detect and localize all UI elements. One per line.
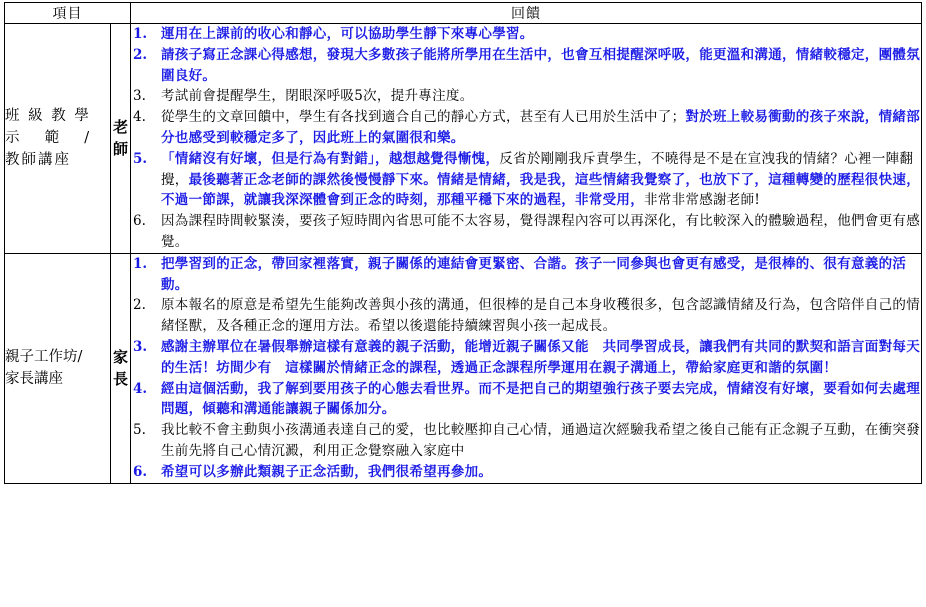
item-number: 4. — [133, 109, 146, 126]
item-text: 原本報名的原意是希望先生能夠改善與小孩的溝通，但很棒的是自己本身收穫很多，包含認識情緒及行為，包含陪伴自己的情緒怪獸，及各種正念的運用方法。希望以後還能持續練習與小孩一起成長。 — [161, 297, 920, 335]
section-teacher-row — [5, 24, 922, 254]
subject-char: 老 — [112, 118, 128, 137]
item-text-plain: 反省於剛剛我斥責學生，不曉得是不是在宣洩我的情緒？心裡一陣翻攪， — [161, 150, 914, 188]
item-number: 3. — [133, 88, 146, 105]
section-parent-row — [5, 253, 922, 483]
list-item — [131, 254, 921, 296]
list-item — [131, 379, 921, 421]
item-number: 1. — [133, 255, 148, 272]
header-item: 項目 — [5, 3, 131, 24]
item-text: 經由這個活動，我了解到要用孩子的心態去看世界。而不是把自己的期望強行孩子要去完成，情緒沒有好壞，要看如何去處理問題，傾聽和溝通能讓親子關係加分。 — [161, 380, 920, 418]
subject-char: 長 — [112, 370, 128, 389]
item-text — [161, 149, 921, 211]
list-item — [131, 462, 921, 483]
header-feedback: 回饋 — [131, 3, 922, 24]
item-text: 考試前會提醒學生，閉眼深呼吸5次，提升專注度。 — [161, 88, 474, 105]
item-text: 把學習到的正念，帶回家裡落實，親子關係的連結會更緊密、合諧。孩子一同參與也會更有感受，是很棒的、很有意義的活動。 — [161, 255, 907, 293]
list-item — [131, 211, 921, 253]
list-item — [131, 45, 921, 87]
subject-char: 師 — [112, 140, 128, 159]
item-text-highlight: 「情緒沒有好壞，但是行為有對錯」，越想越覺得慚愧， — [161, 150, 500, 167]
category-line: 家長講座 — [5, 371, 63, 388]
feedback-table — [4, 2, 922, 484]
item-number: 5. — [133, 422, 146, 439]
item-text: 我比較不會主動與小孩溝通表達自己的愛，也比較壓抑自己心情，通過這次經驗我希望之後自己能有正念親子互動，在衝突發生前先將自己心情沉澱，利用正念覺察融入家庭中 — [161, 422, 920, 459]
item-text: 請孩子寫正念課心得感想，發現大多數孩子能將所學用在生活中，也會互相提醒深呼吸，能更溫和溝通，情緒較穩定，團體氛圍良好。 — [161, 46, 920, 84]
list-item — [131, 107, 921, 149]
category-teacher — [5, 24, 111, 254]
item-text-plain: 非常非常感謝老師! — [644, 192, 761, 209]
item-number: 4. — [133, 380, 148, 397]
feedback-parent — [131, 253, 922, 483]
category-line: 教師講座 — [5, 152, 71, 169]
item-text: 因為課程時間較緊湊，要孩子短時間內省思可能不太容易，覺得課程內容可以再深化，有比較深入的體驗過程，他們會更有感覺。 — [161, 213, 920, 250]
item-number: 2. — [133, 46, 148, 63]
subject-parent — [111, 253, 131, 483]
item-text — [161, 107, 921, 149]
item-text-plain: 從學生的文章回饋中，學生有各找到適合自己的靜心方式，甚至有人已用於生活中了； — [161, 109, 686, 126]
item-number: 2. — [133, 297, 146, 314]
item-text: 運用在上課前的收心和靜心，可以協助學生靜下來專心學習。 — [161, 26, 534, 42]
subject-teacher — [111, 24, 131, 254]
item-number: 3. — [133, 338, 148, 355]
item-number: 6. — [133, 213, 146, 230]
list-item — [131, 86, 921, 107]
feedback-teacher — [131, 24, 922, 254]
category-line: 親子工作坊/ — [5, 349, 83, 366]
item-number: 5. — [133, 150, 148, 167]
list-item — [131, 149, 921, 211]
list-item — [131, 337, 921, 379]
item-number: 6. — [133, 463, 148, 480]
item-text: 希望可以多辦此類親子正念活動，我們很希望再參加。 — [161, 463, 493, 480]
subject-char: 家 — [112, 348, 128, 367]
list-item — [131, 295, 921, 337]
category-line: 示 範 / — [5, 130, 92, 147]
list-item — [131, 420, 921, 462]
list-item — [131, 24, 921, 45]
category-parent — [5, 253, 111, 483]
item-number: 1. — [133, 26, 148, 42]
header-row — [5, 3, 922, 24]
item-text: 感謝主辦單位在暑假舉辦這樣有意義的親子活動，能增近親子關係又能 共同學習成長，讓我們有共同的默契和語言面對每天的生活！坊間少有 這樣關於情緒正念的課程，透過正念課程所學運用在親子溝通上，帶給家庭更和諧的氛圍！ — [161, 338, 920, 376]
item-text-highlight: 對於班上較易衝動的孩子來說，情緒部分也感受到較穩定多了，因此班上的氣圍很和樂。 — [161, 109, 921, 146]
item-text-highlight: 最後聽著正念老師的課然後慢慢靜下來。情緒是情緒，我是我，這些情緒我覺察了，也放下了，這種轉變的歷程很快速，不過一節課，就讓我深深體會到正念的時刻，那種平穩下來的過程，非常受用， — [161, 171, 921, 209]
category-line: 班 級 教 學 — [5, 108, 91, 125]
